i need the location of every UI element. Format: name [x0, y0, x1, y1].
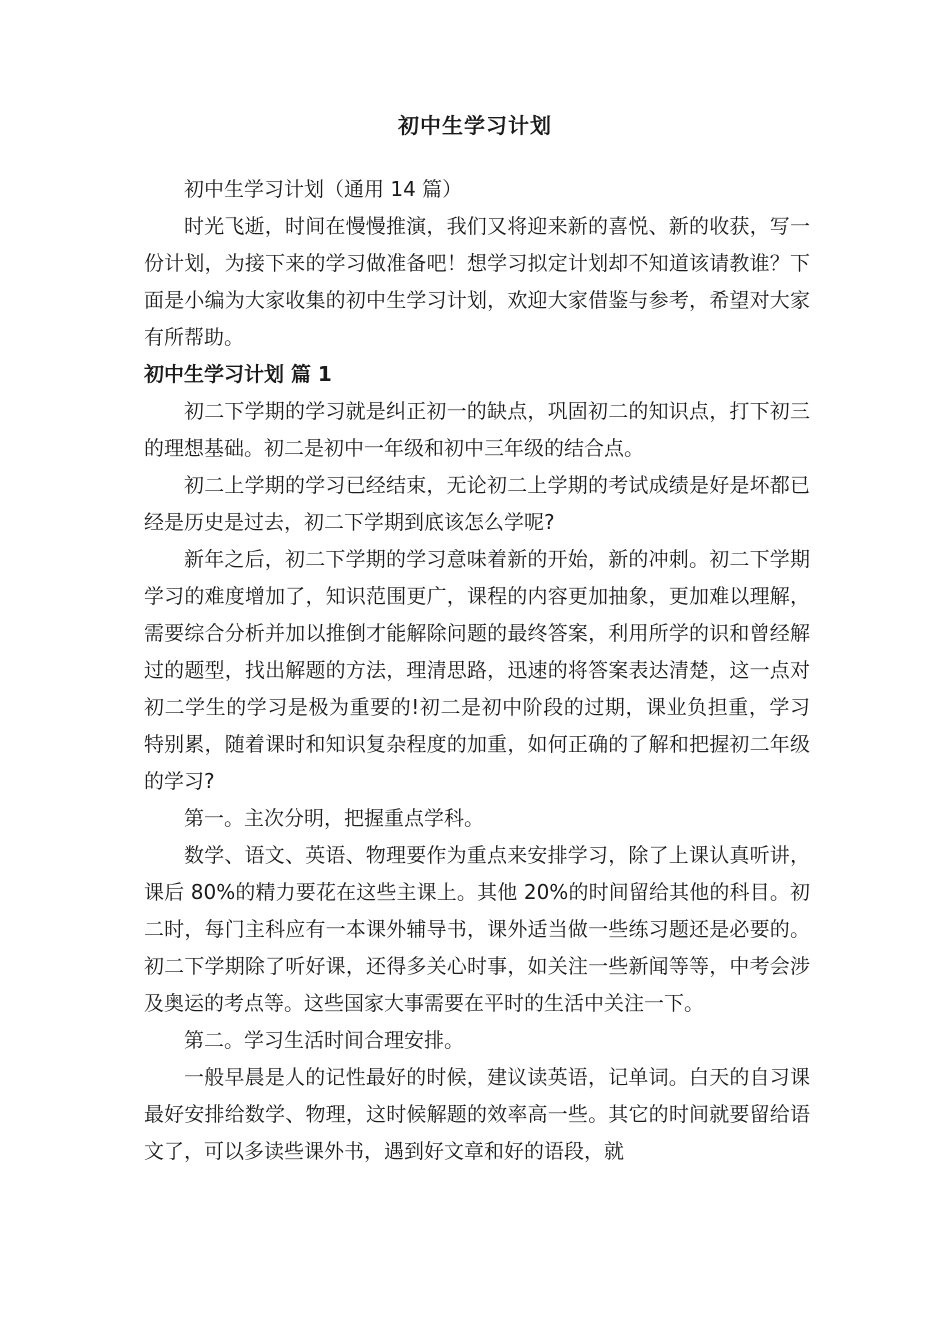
- body-paragraph: 初二下学期的学习就是纠正初一的缺点，巩固初二的知识点，打下初三的理想基础。初二是初中一年级和初中三年级的结合点。: [144, 399, 810, 460]
- body-paragraph: 一般早晨是人的记性最好的时候，建议读英语，记单词。白天的自习课最好安排给数学、物理，这时候解题的效率高一些。其它的时间就要留给语文了，可以多读些课外书，遇到好文章和好的语段，就: [144, 1065, 810, 1163]
- body-paragraph: 数学、语文、英语、物理要作为重点来安排学习，除了上课认真听讲，课后 80%的精力要花在这些主课上。其他 20%的时间留给其他的科目。初二时，每门主科应有一本课外辅导书，课外适当做一些练习题还是必要的。初二下学期除了听好课，还得多关心时事，如关注一些新闻等等，中考会涉及奥运的考点等。这些国家大事需要在平时的生活中关注一下。: [144, 843, 810, 1015]
- intro-paragraph: 时光飞逝，时间在慢慢推演，我们又将迎来新的喜悦、新的收获，写一份计划，为接下来的学习做准备吧！想学习拟定计划却不知道该请教谁？下面是小编为大家收集的初中生学习计划，欢迎大家借鉴与参考，希望对大家有所帮助。: [144, 214, 810, 349]
- body-paragraph: 新年之后，初二下学期的学习意味着新的开始，新的冲刺。初二下学期学习的难度增加了，知识范围更广，课程的内容更加抽象，更加难以理解，需要综合分析并加以推倒才能解除问题的最终答案，利用所学的识和曾经解过的题型，找出解题的方法，理清思路，迅速的将答案表达清楚，这一点对初二学生的学习是极为重要的!初二是初中阶段的过期，课业负担重，学习特别累，随着课时和知识复杂程度的加重，如何正确的了解和把握初二年级的学习?: [144, 547, 810, 793]
- point-heading: 第二。学习生活时间合理安排。: [184, 1028, 464, 1052]
- point-heading: 第一。主次分明，把握重点学科。: [184, 806, 484, 830]
- section-heading: 初中生学习计划 篇 1: [144, 362, 332, 386]
- document-title: 初中生学习计划: [398, 114, 552, 138]
- document-subtitle: 初中生学习计划（通用 14 篇）: [184, 177, 463, 201]
- body-paragraph: 初二上学期的学习已经结束，无论初二上学期的考试成绩是好是坏都已经是历史是过去，初二下学期到底该怎么学呢?: [144, 473, 810, 534]
- document-body: [144, 171, 810, 1170]
